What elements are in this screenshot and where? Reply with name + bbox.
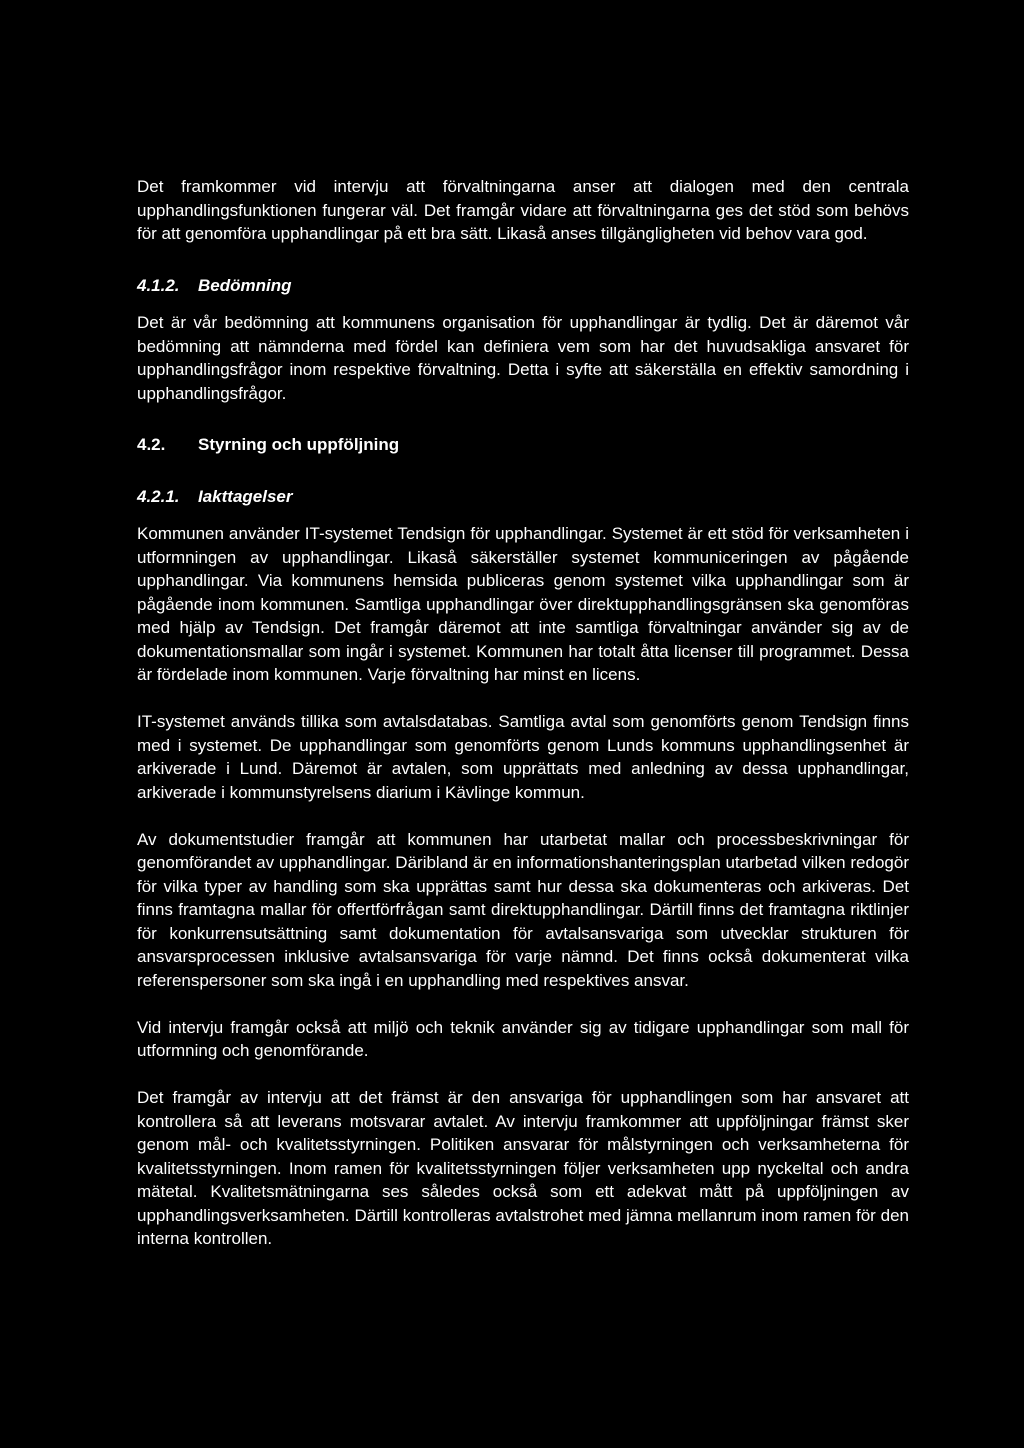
section-title: Iakttagelser	[198, 486, 293, 506]
spacer	[137, 1063, 909, 1087]
section-title: Bedömning	[198, 275, 292, 295]
body-paragraph: Av dokumentstudier framgår att kommunen har utarbetat mallar och processbeskrivningar för genomförandet av upphandlingar. Däribland är en informationshanteringsplan utarbetad vilken redogör för vilka typer av handling som ska upprättas samt hur dessa ska dokumenteras och arkiveras. Det finns framtagna mallar för offertförfrågan samt direktupphandlingar. Därtill finns det framtagna riktlinjer för konkurrensutsättning samt dokumentation för avtalsansvariga som utvecklar strukturen för ansvarsprocessen inklusive avtalsansvariga för varje nämnd. Det finns också dokumenterat vilka referenspersoner som ska ingå i en upphandling med respektives ansvar.	[137, 829, 909, 990]
body-paragraph: Det framgår av intervju att det främst är den ansvariga för upphandlingen som har ansvaret att kontrollera så att leverans motsvarar avtalet. Av intervju framkommer att uppföljningar främst sker genom mål- och kvalitetsstyrningen. Politiken ansvarar för målstyrningen och verksamheterna för kvalitetsstyrningen. Inom ramen för kvalitetsstyrningen följer verksamheten upp nyckeltal och andra mätetal. Kvalitetsmätningarna ses således också som ett adekvat mått på uppföljningen av upphandlingsverksamheten. Därtill kontrolleras avtalstrohet med jämna mellanrum inom ramen för den interna kontrollen.	[137, 1088, 909, 1248]
section-number: 4.2.1.	[137, 486, 180, 506]
spacer	[137, 405, 909, 433]
spacer	[137, 508, 909, 522]
section-heading-4-1-2	[137, 274, 909, 298]
body-paragraph: Vid intervju framgår också att miljö och teknik använder sig av tidigare upphandlingar som mall för utformning och genomförande.	[137, 1017, 909, 1060]
spacer	[137, 992, 909, 1016]
document-page	[137, 175, 909, 1251]
bedomning-paragraph: Det är vår bedömning att kommunens organisation för upphandlingar är tydlig. Det är däremot vår bedömning att nämnderna med fördel kan definiera vem som har det huvudsakliga ansvaret för upphandlingsfrågor inom respektive förvaltning. Detta i syfte att säkerställa en effektiv samordning i upphandlingsfrågor.	[137, 313, 909, 403]
section-heading-4-2-1	[137, 485, 909, 509]
spacer	[137, 297, 909, 311]
section-number: 4.2.	[137, 435, 166, 454]
section-title: Styrning och uppföljning	[198, 435, 400, 454]
section-heading-4-2	[137, 433, 909, 457]
spacer	[137, 804, 909, 828]
body-paragraph: Kommunen använder IT-systemet Tendsign för upphandlingar. Systemet är ett stöd för verksamheten i utformningen av upphandlingar. Likaså säkerställer systemet kommuniceringen av pågående upphandlingar. Via kommunens hemsida publiceras genom systemet vilka upphandlingar som är pågående inom kommunen. Samtliga upphandlingar över direktupphandlingsgränsen ska genomföras med hjälp av Tendsign. Det framgår däremot att inte samtliga förvaltningar använder sig av de dokumentationsmallar som ingår i systemet. Kommunen har totalt åtta licenser till programmet. Dessa är fördelade inom kommunen. Varje förvaltning har minst en licens.	[137, 524, 909, 684]
intro-paragraph: Det framkommer vid intervju att förvaltningarna anser att dialogen med den centrala upphandlingsfunktionen fungerar väl. Det framgår vidare att förvaltningarna ges det stöd som behövs för att genomföra upphandlingar på ett bra sätt. Likaså anses tillgängligheten vid behov vara god.	[137, 177, 909, 243]
spacer	[137, 687, 909, 711]
spacer	[137, 246, 909, 274]
section-number: 4.1.2.	[137, 275, 180, 295]
body-paragraph: IT-systemet används tillika som avtalsdatabas. Samtliga avtal som genomförts genom Tendsign finns med i systemet. De upphandlingar som genomförts genom Lunds kommuns upphandlingsenhet är arkiverade i Lund. Däremot är avtalen, som upprättats med anledning av dessa upphandlingar, arkiverade i kommunstyrelsens diarium i Kävlinge kommun.	[137, 712, 909, 802]
spacer	[137, 457, 909, 485]
